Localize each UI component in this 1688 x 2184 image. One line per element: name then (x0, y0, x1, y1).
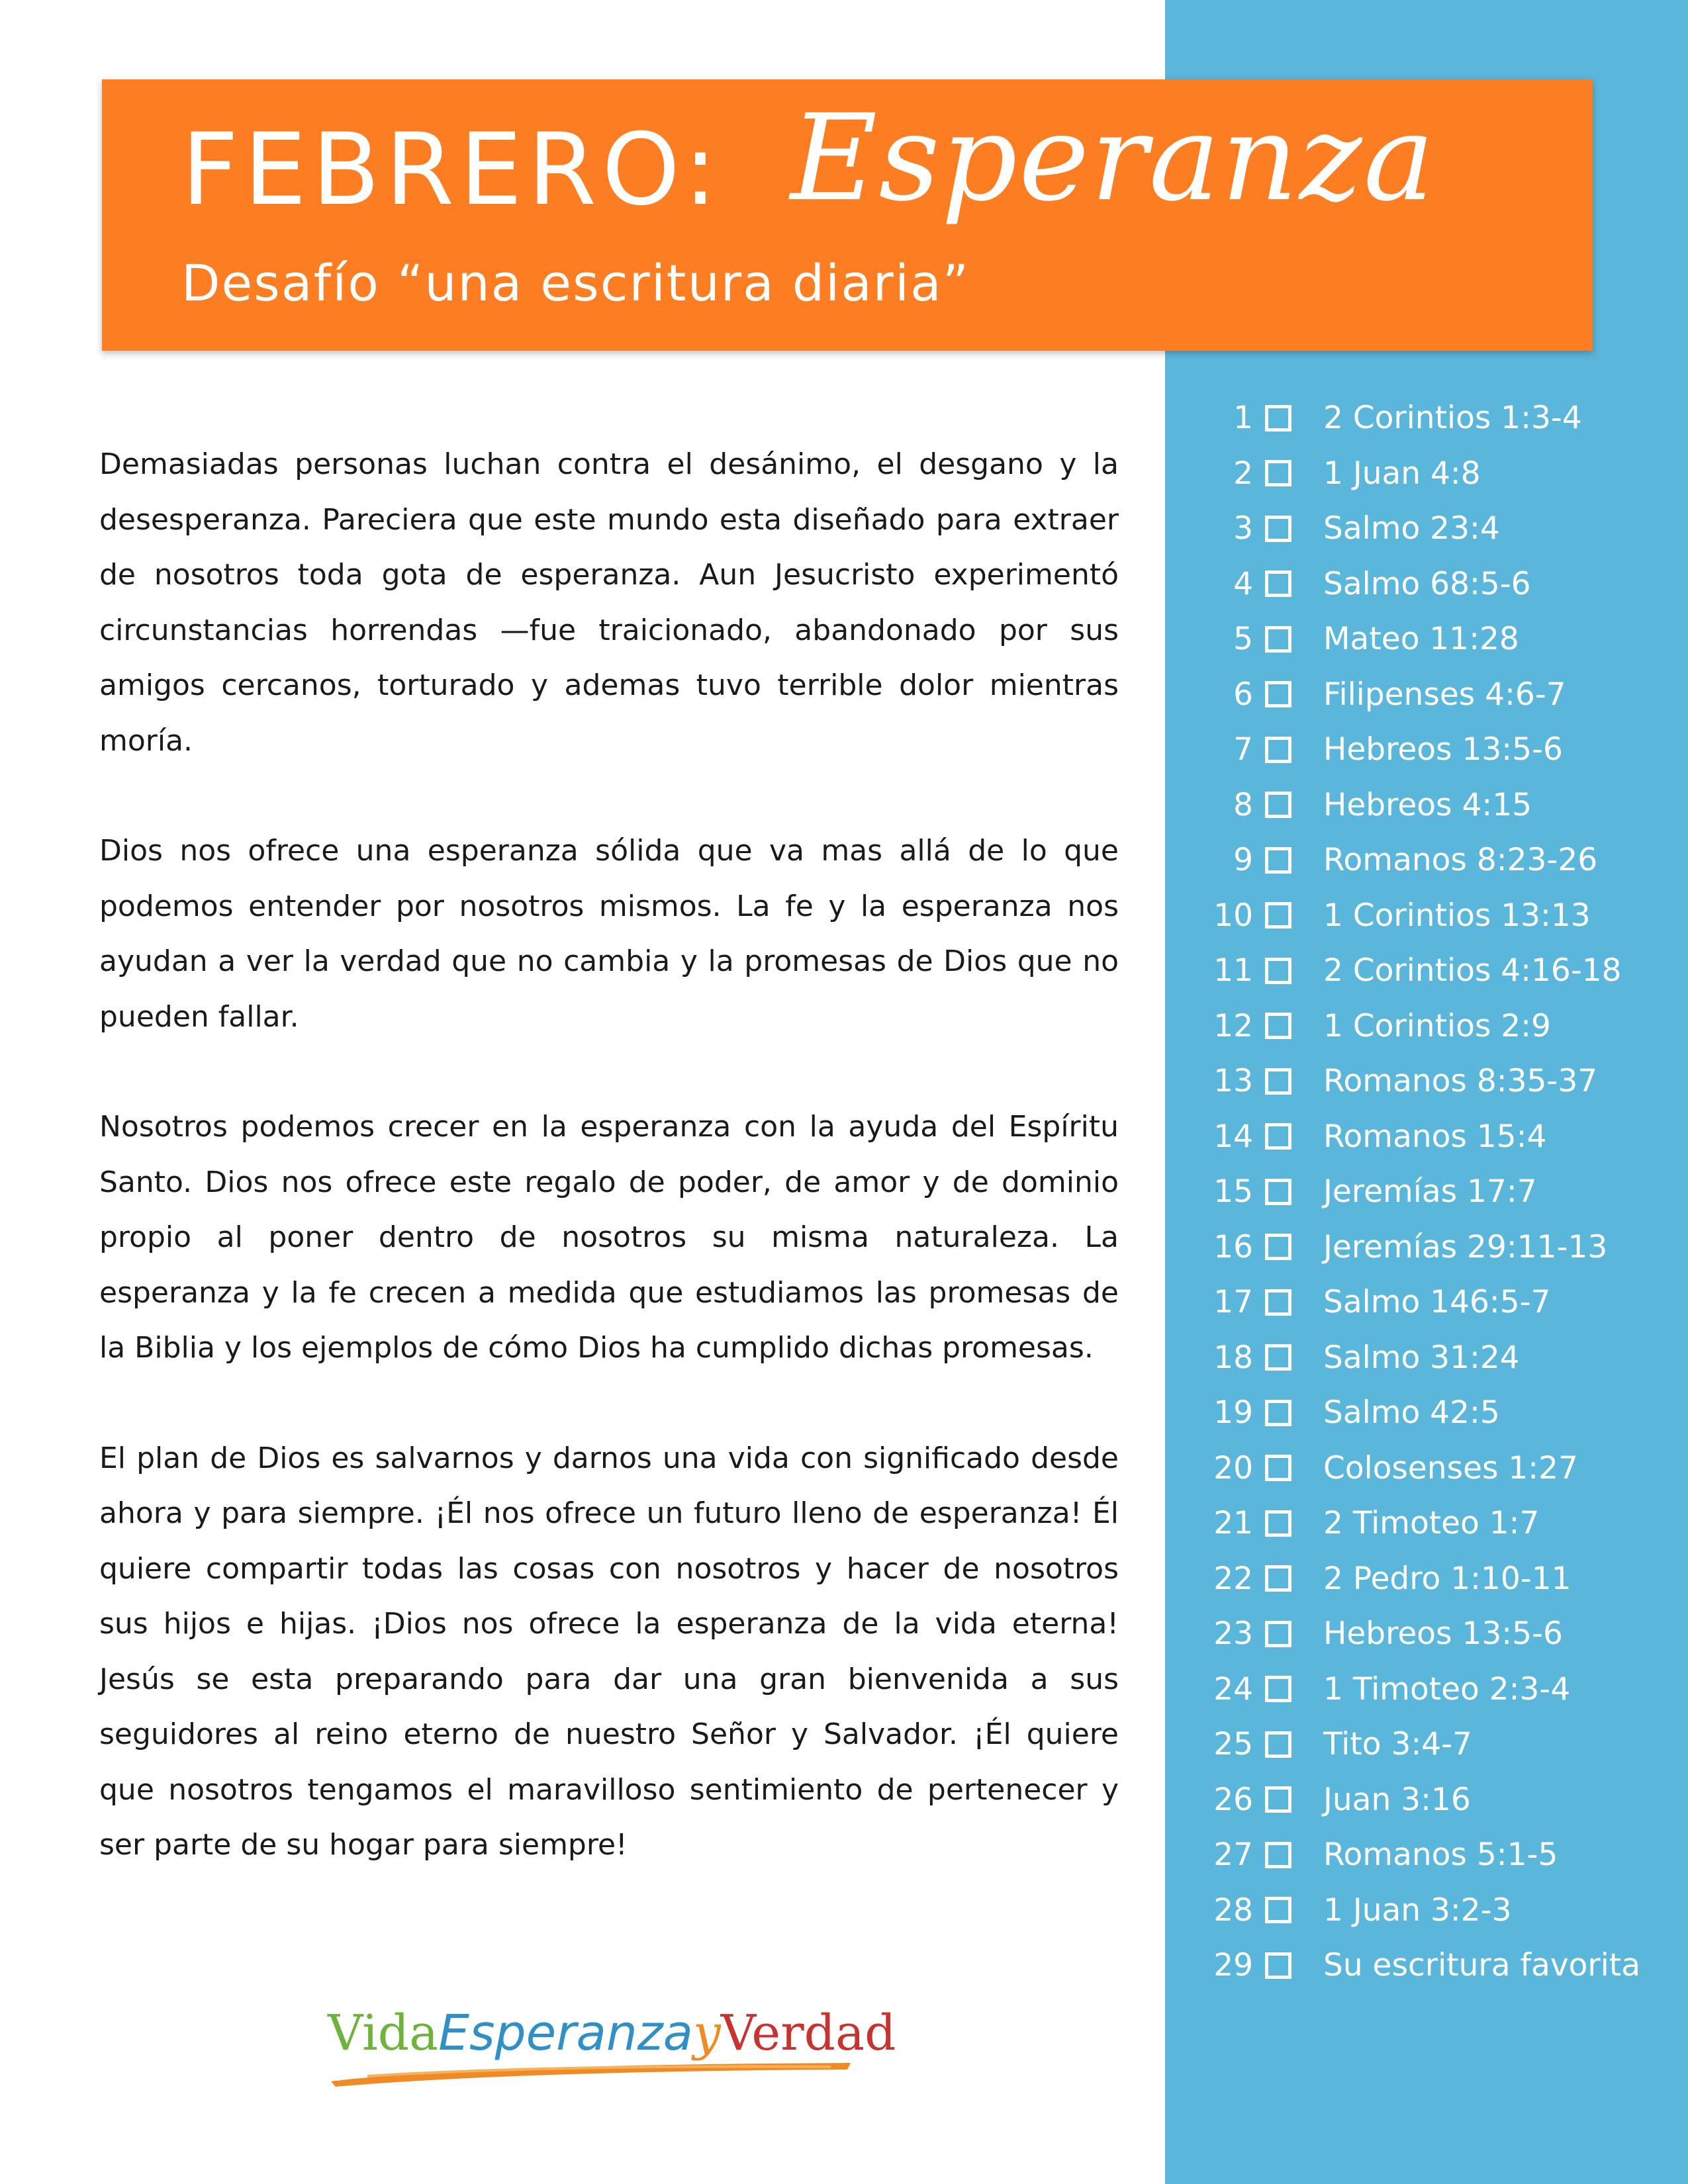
day-number: 19 (1213, 1394, 1253, 1432)
scripture-reference: Salmo 31:24 (1323, 1339, 1520, 1376)
day-number: 27 (1213, 1837, 1253, 1874)
reading-item (1211, 999, 1675, 1054)
reading-item (1211, 722, 1675, 778)
scripture-reference: Salmo 146:5-7 (1323, 1284, 1551, 1321)
day-number: 18 (1213, 1339, 1253, 1376)
logo-word-verdad: Verdad (720, 2005, 896, 2062)
reading-item (1211, 1883, 1675, 1938)
reading-checkbox[interactable] (1265, 626, 1291, 653)
reading-checkbox[interactable] (1265, 1510, 1291, 1537)
reading-item (1211, 1275, 1675, 1330)
scripture-reference: Juan 3:16 (1323, 1781, 1471, 1818)
day-number: 8 (1233, 786, 1253, 823)
reading-item (1211, 1662, 1675, 1717)
day-number: 26 (1213, 1781, 1253, 1818)
reading-checkbox[interactable] (1265, 405, 1291, 432)
reading-item (1211, 778, 1675, 833)
day-number: 4 (1233, 565, 1253, 602)
day-number: 2 (1233, 455, 1253, 492)
day-number: 10 (1213, 897, 1253, 934)
reading-item (1211, 1606, 1675, 1662)
reading-checkbox[interactable] (1265, 1897, 1291, 1923)
scripture-reference: 1 Juan 3:2-3 (1323, 1891, 1512, 1929)
reading-checkbox[interactable] (1265, 958, 1291, 984)
scripture-reference: Jeremías 29:11-13 (1323, 1228, 1608, 1265)
reading-item (1211, 943, 1675, 999)
scripture-reference: Mateo 11:28 (1323, 621, 1519, 658)
scripture-reference: 1 Corintios 2:9 (1323, 1007, 1551, 1044)
scripture-reference: Romanos 8:35-37 (1323, 1063, 1598, 1100)
day-number: 25 (1213, 1726, 1253, 1763)
scripture-reference: Hebreos 13:5-6 (1323, 731, 1563, 768)
logo-word-y: y (692, 2005, 721, 2062)
scripture-reference: Romanos 15:4 (1323, 1118, 1547, 1155)
reading-item (1211, 1717, 1675, 1772)
reading-checkbox[interactable] (1265, 460, 1291, 486)
scripture-reference: Romanos 5:1-5 (1323, 1837, 1558, 1874)
day-number: 24 (1213, 1670, 1253, 1707)
reading-checkbox[interactable] (1265, 1786, 1291, 1813)
day-number: 11 (1213, 952, 1253, 989)
logo-swoosh-icon (328, 2056, 857, 2089)
day-number: 12 (1213, 1007, 1253, 1044)
day-number: 16 (1213, 1228, 1253, 1265)
reading-checkbox[interactable] (1265, 1068, 1291, 1095)
reading-item (1211, 1164, 1675, 1220)
reading-checklist (1211, 390, 1675, 1993)
reading-item (1211, 1109, 1675, 1165)
day-number: 6 (1233, 676, 1253, 713)
reading-item (1211, 390, 1675, 446)
page-subtitle: Desafío “una escritura diaria” (181, 253, 970, 312)
day-number: 9 (1233, 842, 1253, 879)
reading-item (1211, 1054, 1675, 1109)
day-number: 28 (1213, 1891, 1253, 1929)
day-number: 29 (1213, 1947, 1253, 1984)
scripture-reference: 2 Timoteo 1:7 (1323, 1505, 1540, 1542)
page-title: FEBRERO: (181, 113, 723, 228)
reading-item (1211, 501, 1675, 557)
scripture-reference: Salmo 42:5 (1323, 1394, 1500, 1432)
scripture-reference: Jeremías 17:7 (1323, 1173, 1537, 1210)
header-banner (102, 79, 1593, 351)
paragraph: Demasiadas personas luchan contra el desánimo, el desgano y la desesperanza. Pareciera que este mundo esta diseñado para extraer de nosotros toda gota de esperanza. Aun Jesucristo experimentó circunstancias horrendas —fue traicionado, abandonado por sus amigos cercanos, torturado y ademas tuvo terrible dolor mientras moría. (99, 447, 1119, 758)
brand-logo (328, 2005, 896, 2088)
reading-item (1211, 446, 1675, 502)
reading-checkbox[interactable] (1265, 516, 1291, 542)
reading-checkbox[interactable] (1265, 1400, 1291, 1426)
scripture-reference: Salmo 23:4 (1323, 510, 1500, 547)
scripture-reference: 1 Timoteo 2:3-4 (1323, 1670, 1571, 1707)
reading-checkbox[interactable] (1265, 1621, 1291, 1647)
reading-item (1211, 1827, 1675, 1883)
scripture-reference: Salmo 68:5-6 (1323, 565, 1531, 602)
logo-word-vida: Vida (328, 2005, 439, 2062)
reading-checkbox[interactable] (1265, 1676, 1291, 1702)
reading-item (1211, 1330, 1675, 1386)
reading-item (1211, 833, 1675, 888)
day-number: 23 (1213, 1615, 1253, 1653)
day-number: 17 (1213, 1284, 1253, 1321)
logo-word-esperanza: Esperanza (438, 2005, 693, 2062)
scripture-reference: Hebreos 13:5-6 (1323, 1615, 1563, 1653)
reading-item (1211, 1220, 1675, 1275)
reading-item (1211, 612, 1675, 667)
scripture-reference: 2 Corintios 1:3-4 (1323, 400, 1582, 437)
reading-checkbox[interactable] (1265, 1123, 1291, 1150)
scripture-reference: 1 Juan 4:8 (1323, 455, 1481, 492)
paragraph: Nosotros podemos crecer en la esperanza con la ayuda del Espíritu Santo. Dios nos ofrece este regalo de poder, de amor y de dominio propio al poner dentro de nosotros su misma naturaleza. La esperanza y la fe crecen a medida que estudiamos las promesas de la Biblia y los ejemplos de cómo Dios ha cumplido dichas promesas. (99, 1110, 1119, 1365)
reading-item (1211, 1551, 1675, 1607)
reading-checkbox[interactable] (1265, 570, 1291, 597)
reading-checkbox[interactable] (1265, 1952, 1291, 1979)
reading-checkbox[interactable] (1265, 1565, 1291, 1592)
reading-checkbox[interactable] (1265, 902, 1291, 929)
reading-checkbox[interactable] (1265, 1842, 1291, 1868)
day-number: 5 (1233, 621, 1253, 658)
reading-item (1211, 557, 1675, 612)
day-number: 3 (1233, 510, 1253, 547)
scripture-reference: Hebreos 4:15 (1323, 786, 1532, 823)
reading-item (1211, 1441, 1675, 1496)
scripture-reference: 1 Corintios 13:13 (1323, 897, 1591, 934)
paragraph: El plan de Dios es salvarnos y darnos una vida con significado desde ahora y para siempre. ¡Él nos ofrece un futuro lleno de esperanza! Él quiere compartir todas las cosas con nosotros y hacer de nosotros sus hijos e hijas. ¡Dios nos ofrece la esperanza de la vida eterna! Jesús se esta preparando para dar una gran bienvenida a sus seguidores al reino eterno de nuestro Señor y Salvador. ¡Él quiere que nosotros tengamos el maravilloso sentimiento de pertenecer y ser parte de su hogar para siempre! (99, 1441, 1119, 1862)
intro-text (99, 437, 1119, 1928)
scripture-reference: Filipenses 4:6-7 (1323, 676, 1566, 713)
page-title-script: Esperanza (790, 89, 1436, 228)
scripture-reference: Romanos 8:23-26 (1323, 842, 1598, 879)
reading-checkbox[interactable] (1265, 1731, 1291, 1758)
reading-item (1211, 1772, 1675, 1828)
reading-checkbox[interactable] (1265, 737, 1291, 763)
scripture-reference: Colosenses 1:27 (1323, 1449, 1578, 1486)
day-number: 7 (1233, 731, 1253, 768)
reading-checkbox[interactable] (1265, 1234, 1291, 1260)
scripture-reference: Su escritura favorita (1323, 1947, 1640, 1984)
reading-checkbox[interactable] (1265, 1179, 1291, 1205)
day-number: 20 (1213, 1449, 1253, 1486)
day-number: 13 (1213, 1063, 1253, 1100)
reading-checkbox[interactable] (1265, 1013, 1291, 1039)
reading-checkbox[interactable] (1265, 847, 1291, 874)
reading-item (1211, 1385, 1675, 1441)
reading-item (1211, 1938, 1675, 1993)
reading-checkbox[interactable] (1265, 681, 1291, 707)
reading-item (1211, 888, 1675, 944)
reading-item (1211, 1496, 1675, 1551)
day-number: 14 (1213, 1118, 1253, 1155)
reading-checkbox[interactable] (1265, 792, 1291, 818)
day-number: 22 (1213, 1560, 1253, 1597)
scripture-reference: 2 Pedro 1:10-11 (1323, 1560, 1571, 1597)
day-number: 1 (1233, 400, 1253, 437)
reading-checkbox[interactable] (1265, 1289, 1291, 1316)
reading-checkbox[interactable] (1265, 1344, 1291, 1371)
paragraph: Dios nos ofrece una esperanza sólida que va mas allá de lo que podemos entender por nosotros mismos. La fe y la esperanza nos ayudan a ver la verdad que no cambia y la promesas de Dios que no pueden fallar. (99, 834, 1119, 1034)
day-number: 21 (1213, 1505, 1253, 1542)
reading-item (1211, 667, 1675, 723)
logo-wordmark (328, 2005, 896, 2062)
day-number: 15 (1213, 1173, 1253, 1210)
scripture-reference: 2 Corintios 4:16-18 (1323, 952, 1622, 989)
reading-checkbox[interactable] (1265, 1455, 1291, 1481)
scripture-reference: Tito 3:4-7 (1323, 1726, 1472, 1763)
